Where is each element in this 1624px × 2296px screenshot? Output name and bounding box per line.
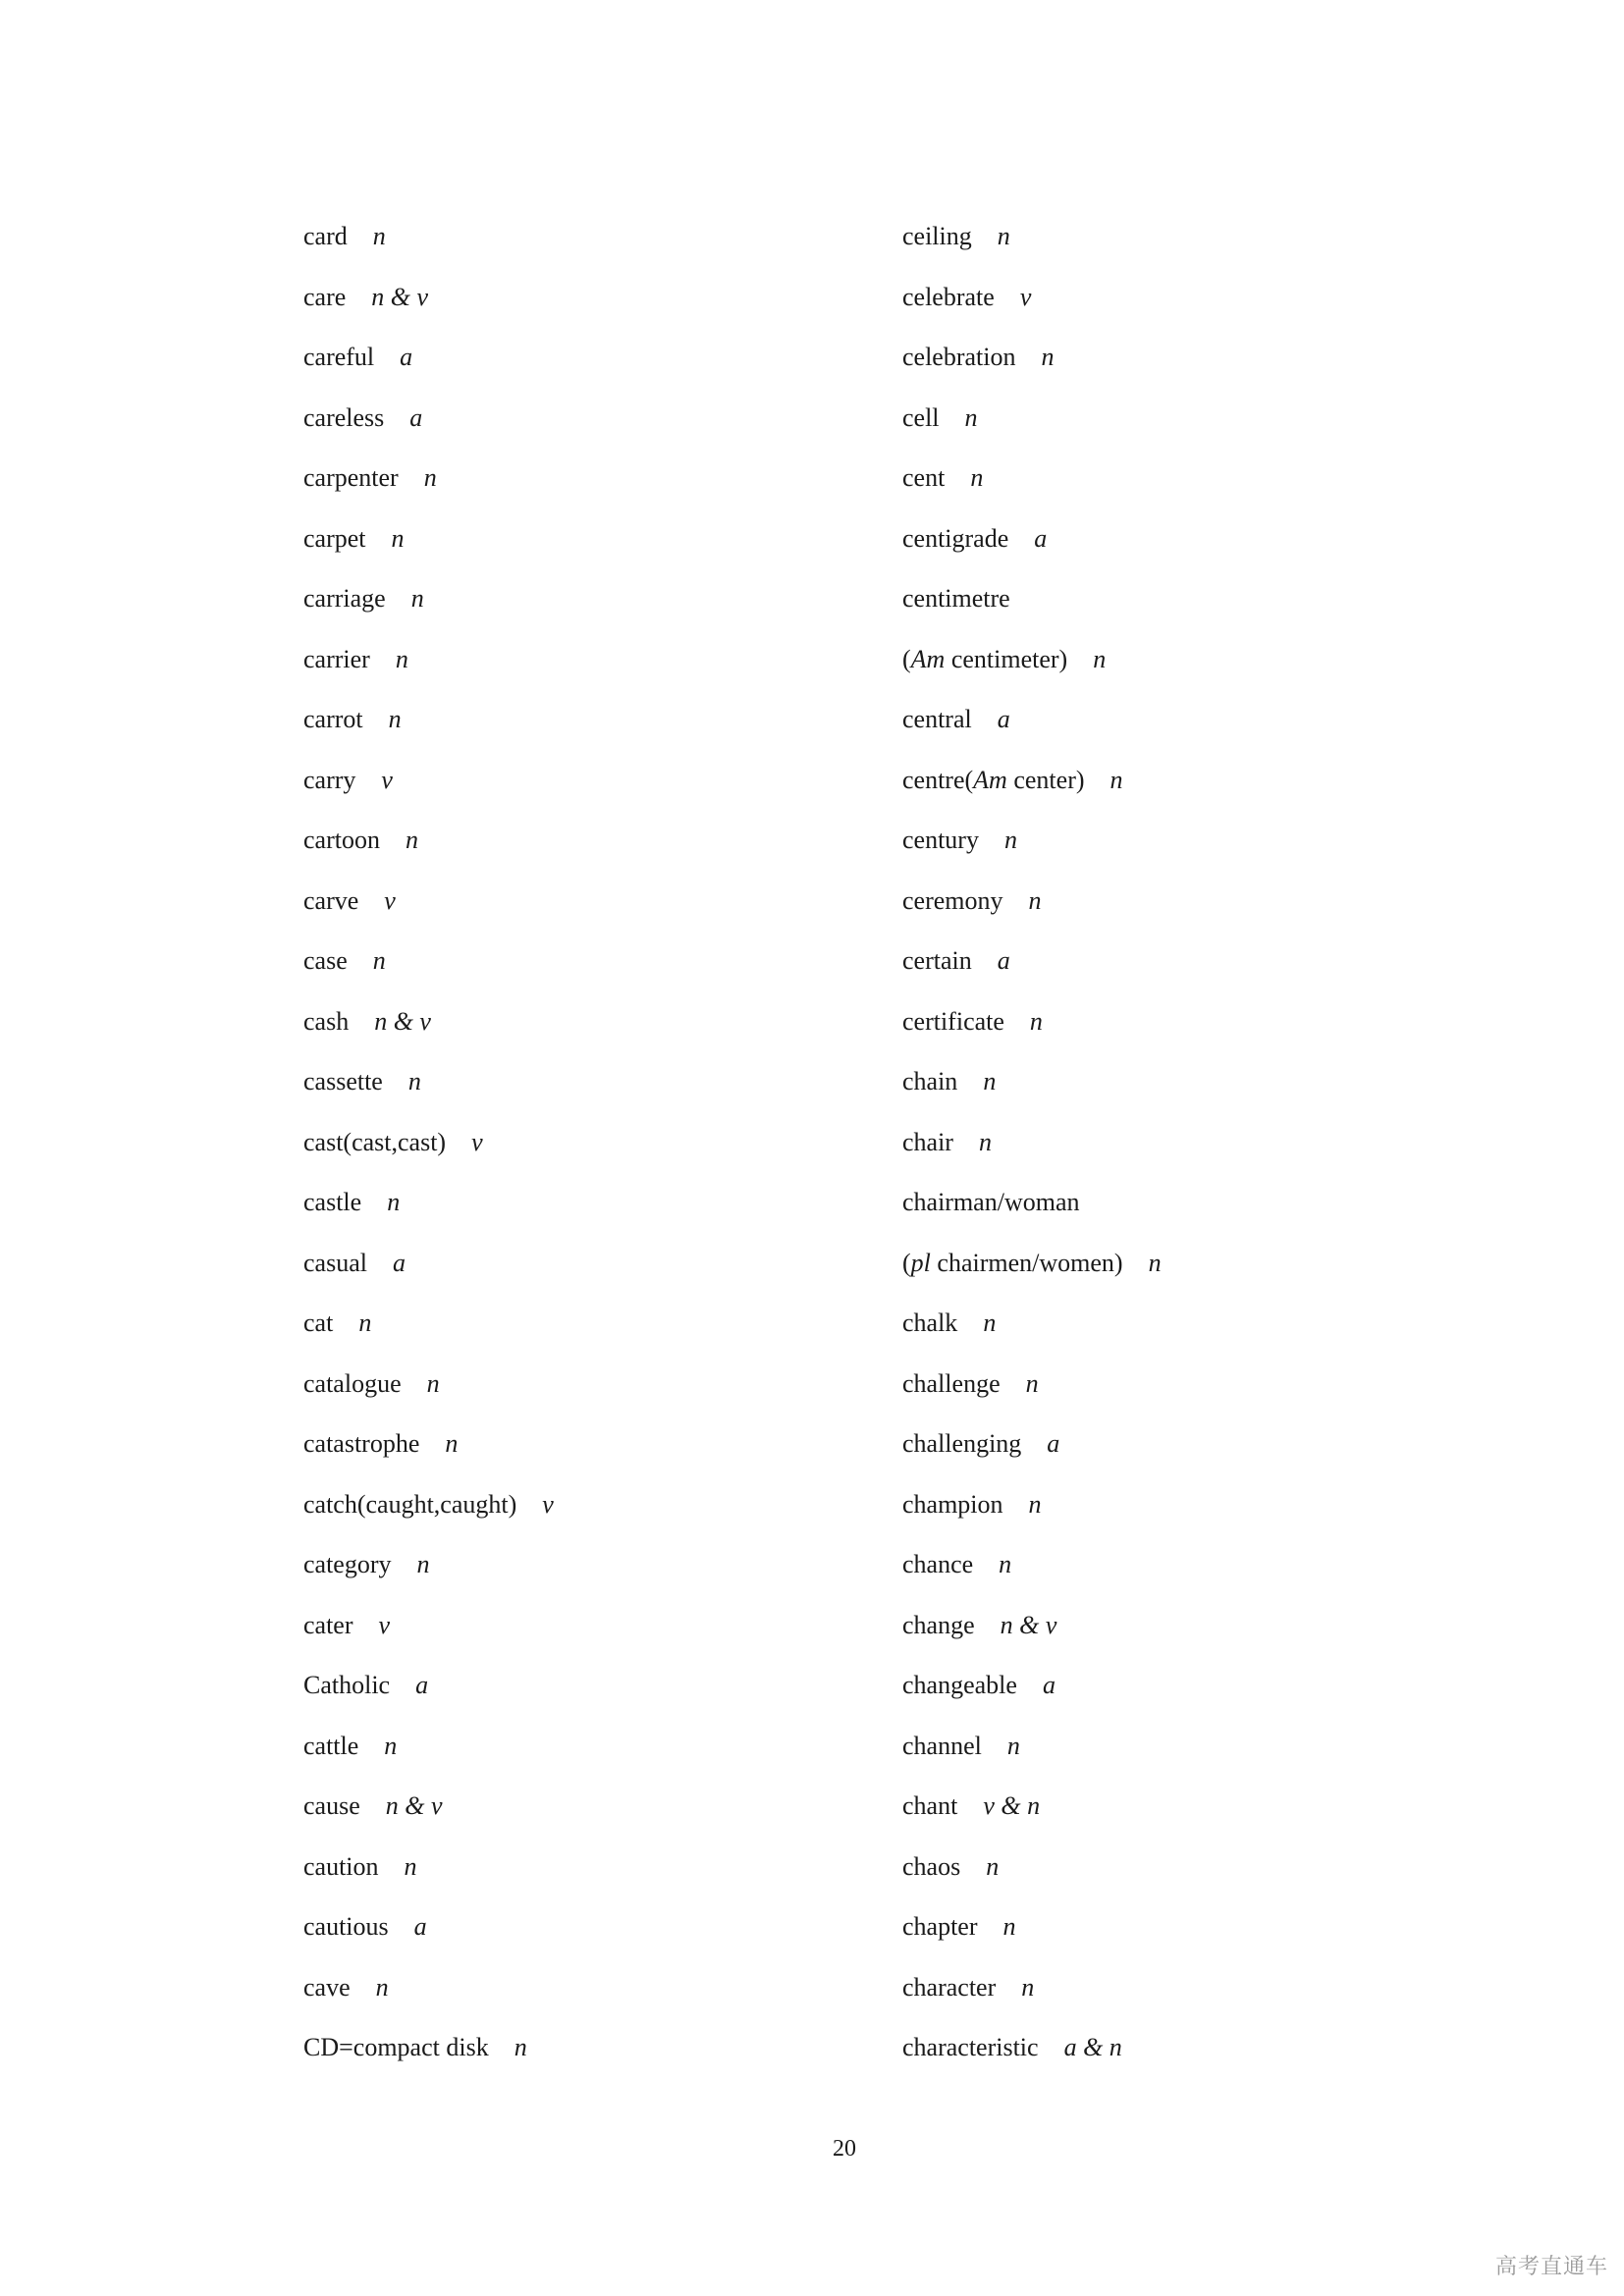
- vocab-entry: [902, 1239, 1162, 1300]
- vocab-entry: [902, 1722, 1162, 1783]
- entry-prefix-italic: Am: [973, 765, 1007, 794]
- vocab-entry: [902, 1419, 1162, 1480]
- entry-part-of-speech: a: [392, 1248, 406, 1277]
- page-number: 20: [833, 2136, 856, 2162]
- entry-part-of-speech: n: [999, 1550, 1012, 1578]
- entry-part-of-speech: a & n: [1063, 2033, 1122, 2061]
- vocab-entry: [303, 1661, 554, 1722]
- entry-word: cat: [303, 1308, 334, 1337]
- entry-part-of-speech: n: [1093, 644, 1107, 673]
- entry-word: cautious: [303, 1912, 389, 1941]
- entry-part-of-speech: n: [983, 1067, 997, 1095]
- vocab-entry: [902, 1963, 1162, 2024]
- entry-word: cassette: [303, 1067, 383, 1095]
- entry-word: caution: [303, 1851, 379, 1881]
- entry-part-of-speech: n: [388, 705, 402, 733]
- entry-word: character: [902, 1972, 997, 2002]
- entry-part-of-speech: n: [1041, 343, 1055, 371]
- entry-word: cent: [902, 463, 946, 492]
- entry-word: cause: [303, 1791, 360, 1820]
- entry-part-of-speech: n: [416, 1550, 430, 1578]
- entry-word: central: [902, 705, 972, 733]
- entry-part-of-speech: v & n: [983, 1791, 1041, 1820]
- entry-word: chain: [902, 1067, 958, 1095]
- entry-part-of-speech: n: [391, 523, 405, 553]
- vocab-entry: [902, 1902, 1162, 1963]
- entry-part-of-speech: n: [978, 1127, 992, 1156]
- entry-prefix: (: [902, 644, 911, 673]
- vocab-entry: [303, 333, 554, 394]
- entry-part-of-speech: n: [1110, 765, 1123, 794]
- vocab-entry: [303, 1118, 554, 1179]
- vocab-entry: [303, 514, 554, 575]
- entry-word: certain: [902, 946, 972, 975]
- entry-word: cattle: [303, 1731, 359, 1760]
- entry-word: carriage: [303, 584, 386, 613]
- entry-word: careless: [303, 402, 385, 432]
- entry-word: chaos: [902, 1851, 961, 1881]
- vocab-entry: [902, 1360, 1162, 1420]
- entry-part-of-speech: n: [407, 1067, 421, 1095]
- entry-word: carpet: [303, 523, 366, 553]
- entry-prefix-italic: Am: [910, 644, 946, 673]
- entry-word: carrot: [303, 705, 363, 733]
- entry-word: category: [303, 1550, 392, 1578]
- entry-word: chair: [902, 1127, 953, 1156]
- entry-part-of-speech: n: [1002, 1912, 1016, 1941]
- entry-word: cash: [303, 1006, 350, 1036]
- entry-word: century: [902, 826, 979, 854]
- entry-word: chapter: [902, 1912, 978, 1941]
- vocab-entry: [902, 936, 1162, 997]
- entry-word: carve: [303, 885, 359, 915]
- entry-word: chairman/woman: [902, 1188, 1080, 1216]
- entry-word: celebrate: [902, 282, 995, 311]
- vocab-entry: [303, 1601, 554, 1662]
- word-list-right-column: [902, 212, 1162, 2084]
- vocab-entry: [303, 877, 554, 937]
- entry-word: catastrophe: [303, 1429, 420, 1458]
- entry-part-of-speech: n: [1025, 1368, 1039, 1398]
- vocab-entry: [902, 1782, 1162, 1842]
- entry-prefix-italic: pl: [910, 1248, 931, 1277]
- entry-part-of-speech: n & v: [385, 1791, 443, 1820]
- entry-part-of-speech: v: [1019, 282, 1032, 311]
- entry-word: catch(caught,caught): [303, 1489, 517, 1519]
- vocab-entry: [303, 1360, 554, 1420]
- entry-word: centimetre: [902, 584, 1010, 613]
- entry-word: case: [303, 946, 348, 975]
- vocab-entry: [303, 1419, 554, 1480]
- vocab-entry: [902, 877, 1162, 937]
- entry-part-of-speech: n: [514, 2033, 527, 2061]
- entry-part-of-speech: a: [1042, 1671, 1056, 1699]
- entry-part-of-speech: n: [372, 946, 386, 975]
- vocab-entry: [902, 756, 1162, 817]
- entry-part-of-speech: a: [413, 1912, 427, 1941]
- entry-part-of-speech: n: [405, 826, 418, 854]
- entry-word: channel: [902, 1731, 982, 1760]
- vocab-entry: [303, 635, 554, 696]
- entry-part-of-speech: n: [358, 1308, 372, 1337]
- vocab-entry: [902, 635, 1162, 696]
- entry-part-of-speech: a: [400, 343, 413, 371]
- entry-word: centimeter): [945, 644, 1068, 673]
- vocab-entry: [902, 695, 1162, 756]
- vocab-entry: [902, 1540, 1162, 1601]
- entry-part-of-speech: v: [384, 885, 396, 915]
- vocab-entry: [902, 574, 1162, 635]
- entry-part-of-speech: a: [997, 946, 1010, 975]
- entry-part-of-speech: a: [1034, 523, 1048, 553]
- entry-word: champion: [902, 1489, 1003, 1519]
- entry-part-of-speech: n: [375, 1972, 389, 2002]
- entry-word: change: [902, 1610, 975, 1639]
- vocab-entry: [303, 816, 554, 877]
- vocab-entry: [303, 1480, 554, 1541]
- entry-part-of-speech: n: [970, 463, 984, 492]
- vocab-entry: [902, 2023, 1162, 2084]
- vocab-entry: [902, 454, 1162, 514]
- vocab-entry: [303, 1902, 554, 1963]
- entry-part-of-speech: n & v: [374, 1006, 431, 1036]
- vocab-entry: [902, 212, 1162, 273]
- entry-word: cave: [303, 1972, 351, 2002]
- entry-word: cater: [303, 1610, 353, 1639]
- vocab-entry: [303, 2023, 554, 2084]
- vocab-entry: [303, 997, 554, 1058]
- entry-part-of-speech: n: [1028, 885, 1042, 915]
- vocab-entry: [303, 454, 554, 514]
- vocab-entry: [902, 514, 1162, 575]
- entry-word: catalogue: [303, 1368, 402, 1398]
- vocab-entry: [303, 1782, 554, 1842]
- vocab-entry: [303, 756, 554, 817]
- vocab-entry: [303, 1178, 554, 1239]
- entry-part-of-speech: n: [964, 402, 978, 432]
- entry-part-of-speech: a: [997, 705, 1010, 733]
- entry-part-of-speech: n: [384, 1731, 398, 1760]
- entry-part-of-speech: n & v: [1000, 1610, 1057, 1639]
- vocab-entry: [902, 1299, 1162, 1360]
- vocab-entry: [303, 394, 554, 454]
- vocab-entry: [902, 1601, 1162, 1662]
- entry-part-of-speech: v: [542, 1489, 554, 1519]
- entry-word: characteristic: [902, 2033, 1039, 2061]
- entry-word: card: [303, 222, 348, 250]
- entry-part-of-speech: n: [1006, 1731, 1020, 1760]
- vocab-entry: [303, 1299, 554, 1360]
- vocab-entry: [902, 816, 1162, 877]
- vocab-entry: [303, 1722, 554, 1783]
- entry-part-of-speech: n: [1003, 826, 1017, 854]
- entry-word: challenging: [902, 1429, 1022, 1458]
- entry-word: carpenter: [303, 463, 399, 492]
- entry-part-of-speech: n: [404, 1851, 417, 1881]
- vocab-entry: [902, 273, 1162, 334]
- entry-word: chairmen/women): [930, 1248, 1123, 1277]
- vocab-entry: [303, 695, 554, 756]
- vocab-entry: [303, 1963, 554, 2024]
- entry-word: cast(cast,cast): [303, 1127, 447, 1156]
- entry-word: cartoon: [303, 826, 380, 854]
- entry-word: cell: [902, 402, 940, 432]
- entry-part-of-speech: n: [983, 1308, 997, 1337]
- vocab-entry: [902, 1118, 1162, 1179]
- entry-word: chalk: [902, 1308, 958, 1337]
- entry-prefix: centre(: [902, 765, 974, 794]
- entry-part-of-speech: n: [426, 1368, 440, 1398]
- entry-word: certificate: [902, 1006, 1004, 1036]
- entry-part-of-speech: n & v: [371, 282, 429, 311]
- entry-word: CD=compact disk: [303, 2033, 489, 2061]
- entry-part-of-speech: v: [378, 1610, 391, 1639]
- vocab-entry: [303, 1842, 554, 1903]
- vocab-entry: [303, 273, 554, 334]
- vocab-entry: [303, 1239, 554, 1300]
- entry-part-of-speech: n: [997, 222, 1010, 250]
- entry-part-of-speech: a: [415, 1671, 429, 1699]
- entry-part-of-speech: n: [1021, 1972, 1035, 2002]
- vocab-entry: [303, 1057, 554, 1118]
- vocab-entry: [303, 574, 554, 635]
- entry-word: chance: [902, 1550, 974, 1578]
- entry-part-of-speech: v: [471, 1127, 483, 1156]
- entry-part-of-speech: n: [372, 222, 386, 250]
- entry-word: castle: [303, 1188, 362, 1216]
- vocab-entry: [303, 212, 554, 273]
- entry-word: careful: [303, 343, 375, 371]
- watermark-text: 高考直通车: [1494, 2255, 1608, 2279]
- entry-part-of-speech: n: [1148, 1248, 1162, 1277]
- entry-word: carrier: [303, 644, 370, 673]
- vocab-entry: [303, 936, 554, 997]
- entry-part-of-speech: n: [986, 1851, 1000, 1881]
- entry-part-of-speech: n: [445, 1429, 459, 1458]
- entry-word: ceiling: [902, 222, 972, 250]
- entry-word: carry: [303, 765, 356, 794]
- entry-word: celebration: [902, 343, 1016, 371]
- entry-part-of-speech: n: [423, 463, 437, 492]
- entry-part-of-speech: a: [1047, 1429, 1060, 1458]
- entry-word: Catholic: [303, 1671, 391, 1699]
- vocab-entry: [902, 394, 1162, 454]
- word-list-left-column: [303, 212, 554, 2084]
- entry-word: chant: [902, 1791, 958, 1820]
- vocab-entry: [902, 1178, 1162, 1239]
- vocab-entry: [303, 1540, 554, 1601]
- vocab-entry: [902, 333, 1162, 394]
- entry-prefix: (: [902, 1248, 911, 1277]
- entry-part-of-speech: v: [381, 765, 393, 794]
- vocab-entry: [902, 1661, 1162, 1722]
- entry-part-of-speech: n: [1029, 1006, 1043, 1036]
- entry-word: challenge: [902, 1368, 1001, 1398]
- vocab-entry: [902, 1480, 1162, 1541]
- entry-word: care: [303, 282, 347, 311]
- vocab-entry: [902, 1057, 1162, 1118]
- vocab-entry: [902, 1842, 1162, 1903]
- entry-word: centigrade: [902, 523, 1009, 553]
- entry-part-of-speech: a: [409, 402, 423, 432]
- entry-word: ceremony: [902, 885, 1003, 915]
- entry-part-of-speech: n: [410, 584, 424, 613]
- entry-word: changeable: [902, 1671, 1017, 1699]
- entry-part-of-speech: n: [395, 644, 408, 673]
- entry-word: center): [1006, 765, 1085, 794]
- vocab-entry: [902, 997, 1162, 1058]
- entry-part-of-speech: n: [387, 1188, 401, 1216]
- entry-part-of-speech: n: [1028, 1489, 1042, 1519]
- entry-word: casual: [303, 1248, 367, 1277]
